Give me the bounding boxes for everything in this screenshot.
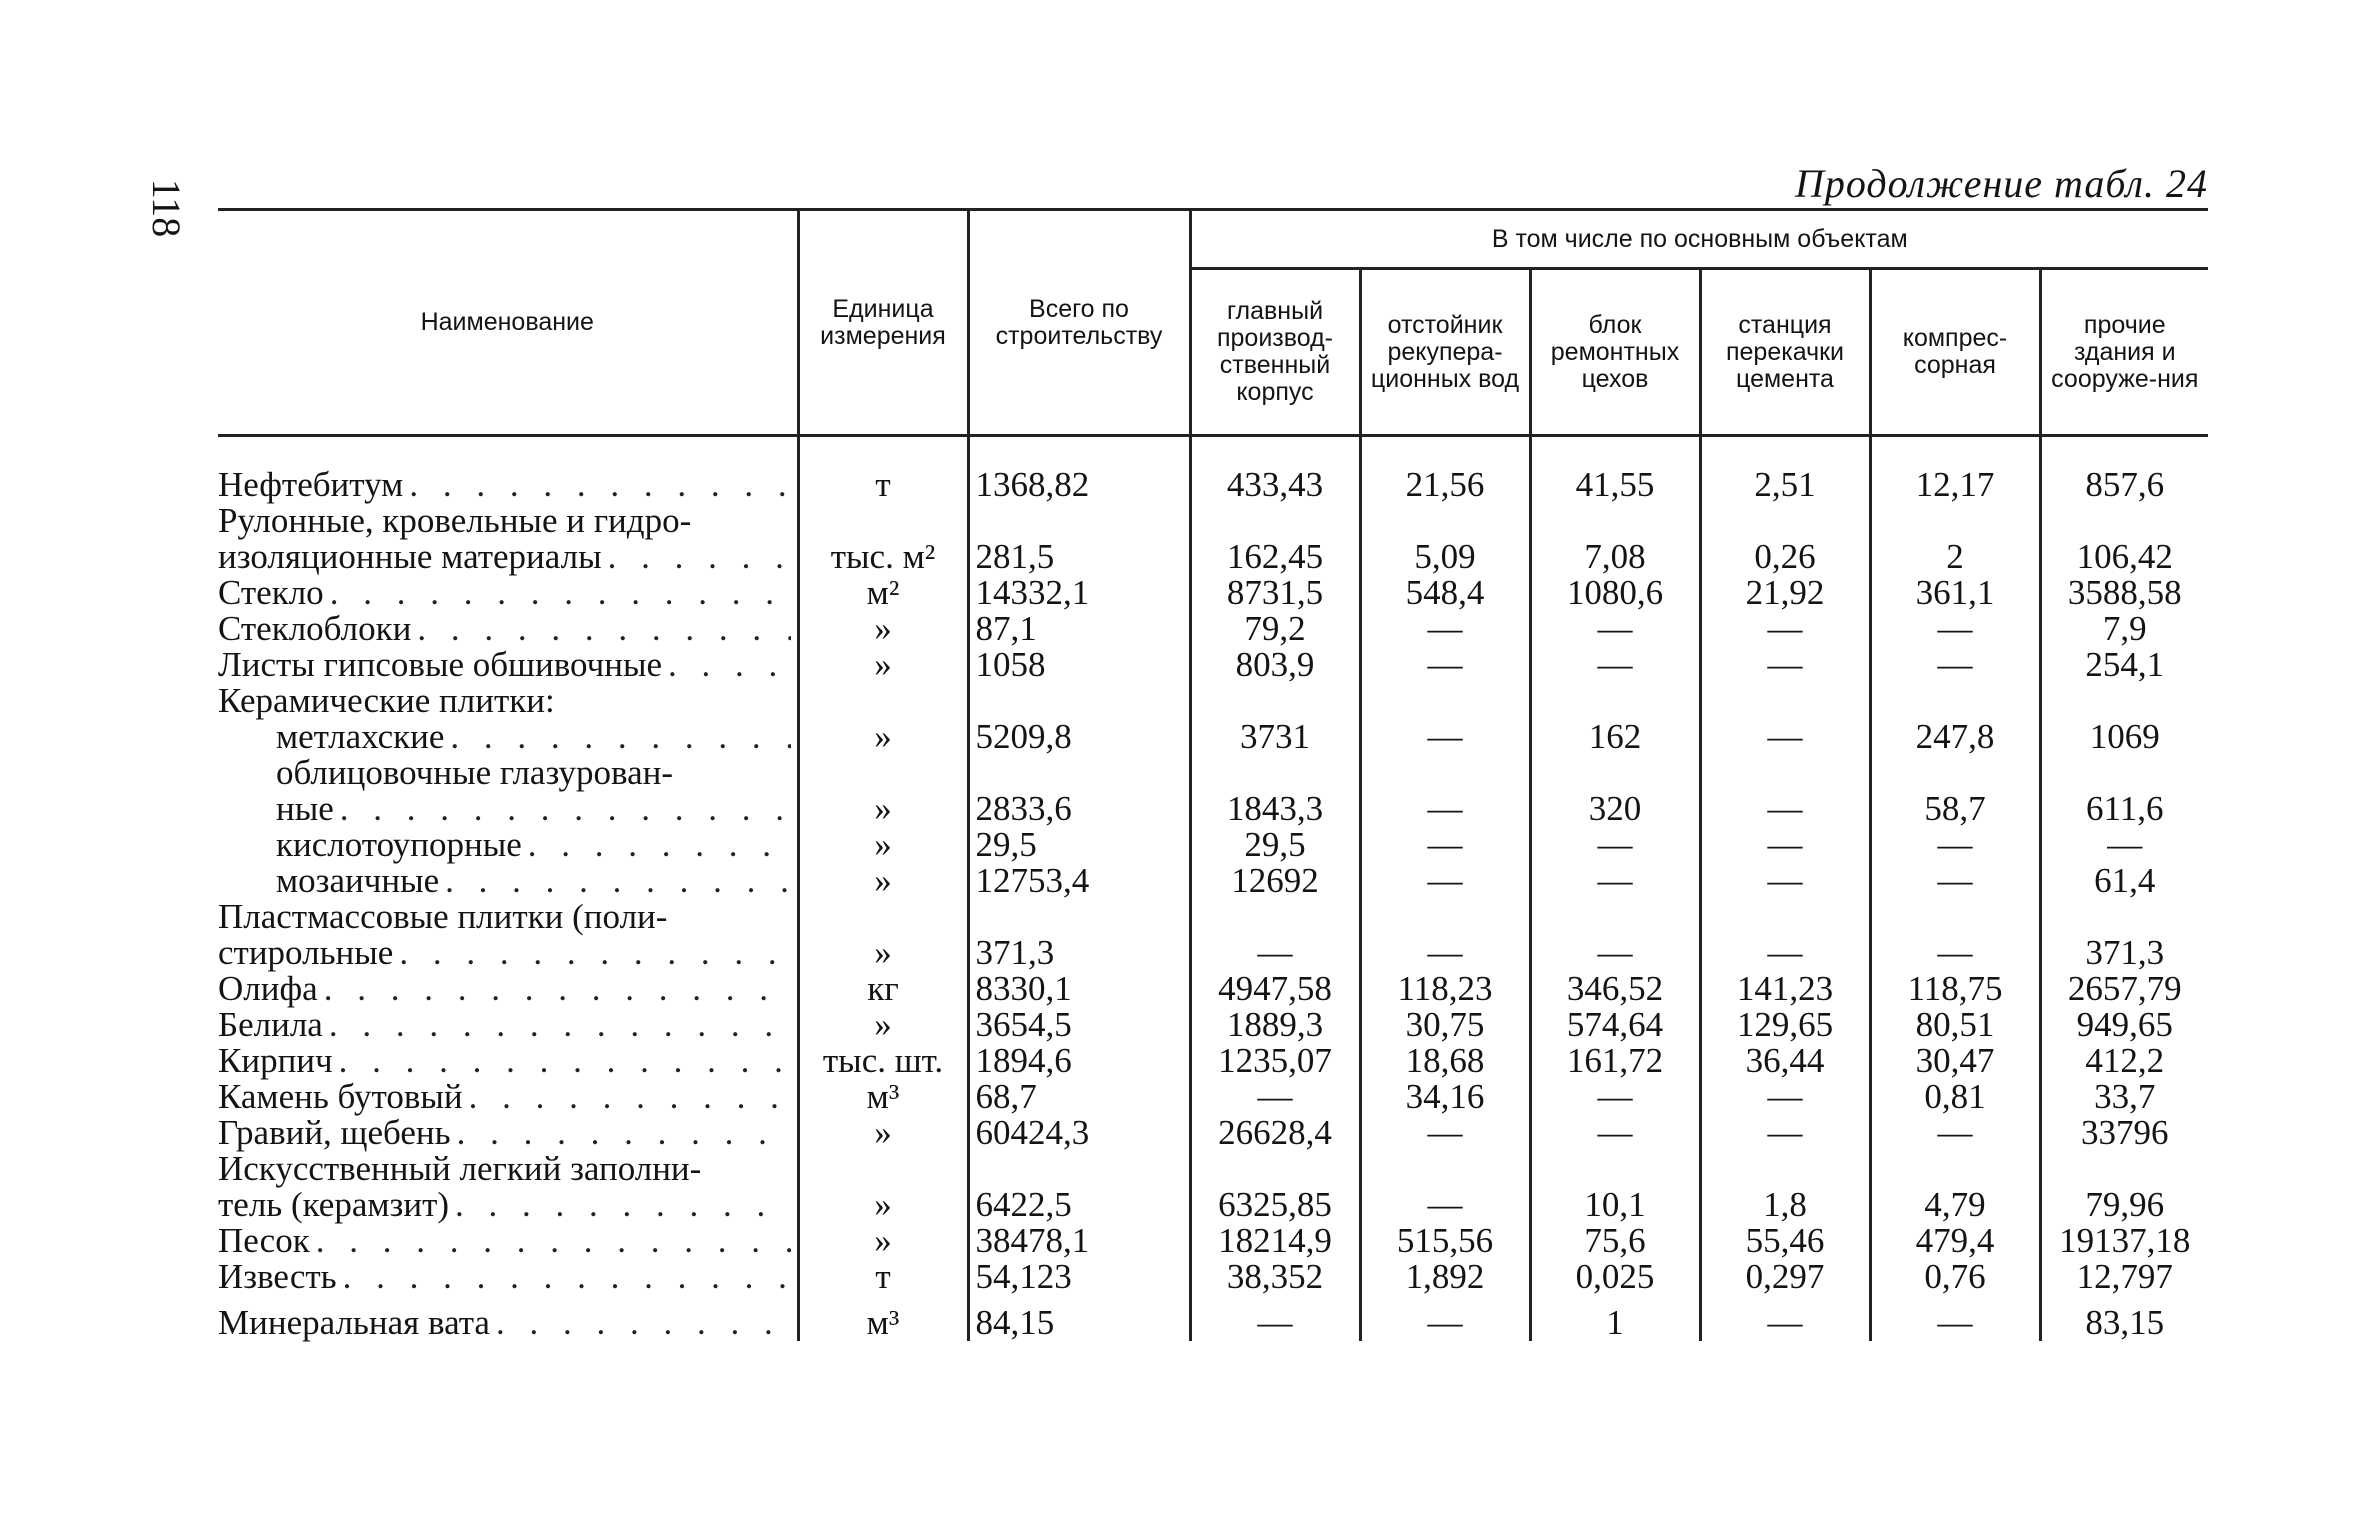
value-cell: 8731,5 <box>1190 575 1360 611</box>
value-cell: 4947,58 <box>1190 971 1360 1007</box>
header-sub-other: прочие здания и сооруже-ния <box>2040 269 2208 436</box>
table-header <box>218 210 2208 436</box>
value-cell: 26628,4 <box>1190 1115 1360 1151</box>
leader-dots <box>324 971 791 1007</box>
total-cell: 84,15 <box>968 1295 1190 1341</box>
material-name: Минеральная вата <box>218 1303 490 1342</box>
value-cell: — <box>1530 1115 1700 1151</box>
value-cell: 254,1 <box>2040 647 2208 683</box>
leader-dots <box>329 1007 791 1043</box>
value-cell: — <box>1360 827 1530 863</box>
row-name-cell <box>218 1151 798 1187</box>
value-cell: 361,1 <box>1870 575 2040 611</box>
value-cell: 574,64 <box>1530 1007 1700 1043</box>
value-cell <box>1190 899 1360 935</box>
unit-cell: м³ <box>798 1079 968 1115</box>
total-cell: 8330,1 <box>968 971 1190 1007</box>
total-cell: 54,123 <box>968 1259 1190 1295</box>
material-name: Искусственный легкий заполни- <box>218 1149 702 1188</box>
value-cell: — <box>1870 1295 2040 1341</box>
total-cell: 371,3 <box>968 935 1190 971</box>
material-name: Кирпич <box>218 1041 333 1080</box>
table-row <box>218 467 2208 503</box>
value-cell <box>1530 755 1700 791</box>
row-name-cell <box>218 1187 798 1223</box>
table-row <box>218 539 2208 575</box>
value-cell: — <box>1700 1079 1870 1115</box>
material-name: ные <box>276 789 334 828</box>
table-row <box>218 683 2208 719</box>
table-row <box>218 971 2208 1007</box>
unit-cell: тыс. шт. <box>798 1043 968 1079</box>
value-cell: — <box>1700 1295 1870 1341</box>
leader-dots <box>455 1187 790 1223</box>
table-row <box>218 1115 2208 1151</box>
unit-cell: » <box>798 1187 968 1223</box>
value-cell: 0,025 <box>1530 1259 1700 1295</box>
materials-table <box>218 208 2208 1341</box>
value-cell <box>1190 755 1360 791</box>
value-cell: 29,5 <box>1190 827 1360 863</box>
material-name: Песок <box>218 1221 310 1260</box>
material-name: Белила <box>218 1005 323 1044</box>
unit-cell: » <box>798 1223 968 1259</box>
value-cell <box>1530 899 1700 935</box>
material-name: Стекло <box>218 573 324 612</box>
value-cell: — <box>1190 935 1360 971</box>
total-cell <box>968 683 1190 719</box>
leader-dots <box>450 719 790 755</box>
unit-cell: т <box>798 1259 968 1295</box>
value-cell: 320 <box>1530 791 1700 827</box>
leader-dots <box>496 1305 791 1341</box>
total-cell: 12753,4 <box>968 863 1190 899</box>
leader-dots <box>668 647 791 683</box>
value-cell: 7,9 <box>2040 611 2208 647</box>
table-row <box>218 1151 2208 1187</box>
total-cell: 29,5 <box>968 827 1190 863</box>
value-cell: 118,23 <box>1360 971 1530 1007</box>
table-row <box>218 755 2208 791</box>
value-cell: 0,76 <box>1870 1259 2040 1295</box>
total-cell <box>968 503 1190 539</box>
value-cell: 1,892 <box>1360 1259 1530 1295</box>
total-cell <box>968 755 1190 791</box>
value-cell: — <box>1190 1295 1360 1341</box>
value-cell: — <box>1870 935 2040 971</box>
material-name: Гравий, щебень <box>218 1113 451 1152</box>
value-cell <box>1530 1151 1700 1187</box>
leader-dots <box>340 791 791 827</box>
total-cell: 68,7 <box>968 1079 1190 1115</box>
row-name-cell <box>218 503 798 539</box>
material-name: изоляционные материалы <box>218 537 602 576</box>
row-name-cell <box>218 899 798 935</box>
value-cell: 162 <box>1530 719 1700 755</box>
leader-dots <box>608 539 791 575</box>
material-name: Олифа <box>218 969 318 1008</box>
value-cell: 36,44 <box>1700 1043 1870 1079</box>
value-cell <box>1870 1151 2040 1187</box>
unit-cell <box>798 1151 968 1187</box>
value-cell: 21,92 <box>1700 575 1870 611</box>
table-row <box>218 827 2208 863</box>
value-cell <box>1190 1151 1360 1187</box>
value-cell: 18,68 <box>1360 1043 1530 1079</box>
unit-cell: » <box>798 647 968 683</box>
value-cell: — <box>1700 1115 1870 1151</box>
value-cell: 106,42 <box>2040 539 2208 575</box>
value-cell: 0,81 <box>1870 1079 2040 1115</box>
row-name-cell <box>218 1259 798 1295</box>
total-cell: 5209,8 <box>968 719 1190 755</box>
value-cell: — <box>1700 863 1870 899</box>
leader-dots <box>343 1259 791 1295</box>
value-cell: — <box>2040 827 2208 863</box>
table-row <box>218 1043 2208 1079</box>
value-cell: — <box>1360 935 1530 971</box>
row-name-cell <box>218 611 798 647</box>
table-body <box>218 436 2208 1342</box>
value-cell: 61,4 <box>2040 863 2208 899</box>
unit-cell <box>798 683 968 719</box>
total-cell <box>968 899 1190 935</box>
value-cell <box>1700 683 1870 719</box>
leader-dots <box>417 611 790 647</box>
value-cell: — <box>1530 1079 1700 1115</box>
value-cell: 12692 <box>1190 863 1360 899</box>
value-cell <box>1530 683 1700 719</box>
leader-dots <box>457 1115 791 1151</box>
material-name: кислотоупорные <box>276 825 522 864</box>
value-cell: — <box>1360 719 1530 755</box>
value-cell: 55,46 <box>1700 1223 1870 1259</box>
value-cell: 515,56 <box>1360 1223 1530 1259</box>
total-cell: 1058 <box>968 647 1190 683</box>
value-cell: 162,45 <box>1190 539 1360 575</box>
value-cell: — <box>1360 1115 1530 1151</box>
unit-cell: » <box>798 935 968 971</box>
value-cell: 548,4 <box>1360 575 1530 611</box>
value-cell <box>2040 899 2208 935</box>
table-row <box>218 791 2208 827</box>
value-cell <box>1870 755 2040 791</box>
header-sub-compressor: компрес-сорная <box>1870 269 2040 436</box>
row-name-cell <box>218 719 798 755</box>
value-cell: — <box>1530 827 1700 863</box>
unit-cell: кг <box>798 971 968 1007</box>
value-cell: 611,6 <box>2040 791 2208 827</box>
value-cell: 371,3 <box>2040 935 2208 971</box>
value-cell: — <box>1700 719 1870 755</box>
value-cell <box>1700 503 1870 539</box>
material-name: Нефтебитум <box>218 465 404 504</box>
row-name-cell <box>218 1223 798 1259</box>
row-name-cell <box>218 647 798 683</box>
value-cell: 34,16 <box>1360 1079 1530 1115</box>
value-cell <box>2040 1151 2208 1187</box>
value-cell: — <box>1530 863 1700 899</box>
header-group: В том числе по основным объектам <box>1190 210 2208 269</box>
header-sub-repair-block: блок ремонтных цехов <box>1530 269 1700 436</box>
value-cell <box>1870 683 2040 719</box>
value-cell <box>1360 899 1530 935</box>
row-name-cell <box>218 935 798 971</box>
value-cell <box>1870 503 2040 539</box>
value-cell: 141,23 <box>1700 971 1870 1007</box>
value-cell: 41,55 <box>1530 467 1700 503</box>
leader-dots <box>528 827 791 863</box>
leader-dots <box>316 1223 791 1259</box>
material-name: Камень бутовый <box>218 1077 463 1116</box>
leader-dots <box>399 935 790 971</box>
value-cell: — <box>1360 611 1530 647</box>
row-name-cell <box>218 575 798 611</box>
row-name-cell <box>218 971 798 1007</box>
value-cell <box>1190 683 1360 719</box>
value-cell: — <box>1190 1079 1360 1115</box>
table-row <box>218 935 2208 971</box>
material-name: тель (керамзит) <box>218 1185 450 1224</box>
unit-cell: м² <box>798 575 968 611</box>
row-name-cell <box>218 1007 798 1043</box>
total-cell: 14332,1 <box>968 575 1190 611</box>
row-name-cell <box>218 539 798 575</box>
value-cell: — <box>1700 647 1870 683</box>
table-row <box>218 719 2208 755</box>
material-name: Пластмассовые плитки (поли- <box>218 897 668 936</box>
row-name-cell <box>218 683 798 719</box>
row-name-cell <box>218 755 798 791</box>
material-name: облицовочные глазурован- <box>276 753 674 792</box>
table-row <box>218 1223 2208 1259</box>
total-cell <box>968 1151 1190 1187</box>
value-cell: 118,75 <box>1870 971 2040 1007</box>
unit-cell: » <box>798 1115 968 1151</box>
table-spacer-row <box>218 436 2208 468</box>
value-cell: — <box>1360 1187 1530 1223</box>
value-cell: 4,79 <box>1870 1187 2040 1223</box>
value-cell: 30,47 <box>1870 1043 2040 1079</box>
value-cell <box>1360 755 1530 791</box>
value-cell: 21,56 <box>1360 467 1530 503</box>
unit-cell: » <box>798 863 968 899</box>
value-cell: — <box>1700 611 1870 647</box>
material-name: Керамические плитки: <box>218 681 555 720</box>
value-cell <box>2040 503 2208 539</box>
value-cell: 79,96 <box>2040 1187 2208 1223</box>
table-row <box>218 899 2208 935</box>
leader-dots <box>339 1043 791 1079</box>
value-cell: 83,15 <box>2040 1295 2208 1341</box>
header-unit: Единица измерения <box>798 210 968 436</box>
row-name-cell <box>218 791 798 827</box>
value-cell: 1069 <box>2040 719 2208 755</box>
value-cell: — <box>1530 647 1700 683</box>
table-row <box>218 863 2208 899</box>
value-cell: 75,6 <box>1530 1223 1700 1259</box>
value-cell <box>2040 683 2208 719</box>
value-cell: 129,65 <box>1700 1007 1870 1043</box>
value-cell: — <box>1700 791 1870 827</box>
value-cell: 3731 <box>1190 719 1360 755</box>
header-sub-pumping-station: станция перекачки цемента <box>1700 269 1870 436</box>
unit-cell: » <box>798 611 968 647</box>
table-row <box>218 1079 2208 1115</box>
value-cell: 7,08 <box>1530 539 1700 575</box>
value-cell: 433,43 <box>1190 467 1360 503</box>
value-cell: — <box>1700 827 1870 863</box>
row-name-cell <box>218 1115 798 1151</box>
value-cell: 1235,07 <box>1190 1043 1360 1079</box>
value-cell: — <box>1360 647 1530 683</box>
value-cell: 38,352 <box>1190 1259 1360 1295</box>
value-cell: 949,65 <box>2040 1007 2208 1043</box>
value-cell <box>1190 503 1360 539</box>
value-cell: 58,7 <box>1870 791 2040 827</box>
value-cell <box>1360 503 1530 539</box>
value-cell <box>1700 1151 1870 1187</box>
value-cell: 161,72 <box>1530 1043 1700 1079</box>
value-cell: 0,297 <box>1700 1259 1870 1295</box>
value-cell: 5,09 <box>1360 539 1530 575</box>
total-cell: 281,5 <box>968 539 1190 575</box>
row-name-cell <box>218 467 798 503</box>
value-cell: — <box>1360 863 1530 899</box>
total-cell: 87,1 <box>968 611 1190 647</box>
value-cell: — <box>1870 1115 2040 1151</box>
value-cell: 2657,79 <box>2040 971 2208 1007</box>
value-cell: 33,7 <box>2040 1079 2208 1115</box>
table-row <box>218 1007 2208 1043</box>
value-cell: 33796 <box>2040 1115 2208 1151</box>
material-name: Листы гипсовые обшивочные <box>218 645 662 684</box>
value-cell: — <box>1360 1295 1530 1341</box>
value-cell: — <box>1700 935 1870 971</box>
unit-cell: » <box>798 1007 968 1043</box>
table-row <box>218 1259 2208 1295</box>
value-cell: — <box>1530 935 1700 971</box>
unit-cell: тыс. м² <box>798 539 968 575</box>
table-row <box>218 611 2208 647</box>
value-cell: — <box>1870 863 2040 899</box>
leader-dots <box>469 1079 791 1115</box>
value-cell: 79,2 <box>1190 611 1360 647</box>
leader-dots <box>445 863 790 899</box>
unit-cell: т <box>798 467 968 503</box>
value-cell <box>1870 899 2040 935</box>
value-cell: — <box>1870 611 2040 647</box>
value-cell: 18214,9 <box>1190 1223 1360 1259</box>
value-cell <box>1360 683 1530 719</box>
unit-cell: » <box>798 827 968 863</box>
total-cell: 3654,5 <box>968 1007 1190 1043</box>
value-cell: 3588,58 <box>2040 575 2208 611</box>
material-name: Стеклоблоки <box>218 609 412 648</box>
unit-cell: м³ <box>798 1295 968 1341</box>
value-cell: — <box>1530 611 1700 647</box>
table-row <box>218 1187 2208 1223</box>
value-cell: 857,6 <box>2040 467 2208 503</box>
row-name-cell <box>218 827 798 863</box>
material-name: Рулонные, кровельные и гидро- <box>218 501 692 540</box>
value-cell: — <box>1870 827 2040 863</box>
value-cell <box>1700 899 1870 935</box>
total-cell: 1894,6 <box>968 1043 1190 1079</box>
header-name: Наименование <box>218 210 798 436</box>
value-cell: 80,51 <box>1870 1007 2040 1043</box>
value-cell: 247,8 <box>1870 719 2040 755</box>
material-name: мозаичные <box>276 861 440 900</box>
value-cell: — <box>1870 647 2040 683</box>
table-row <box>218 503 2208 539</box>
row-name-cell <box>218 1079 798 1115</box>
value-cell: 1 <box>1530 1295 1700 1341</box>
value-cell: 2,51 <box>1700 467 1870 503</box>
leader-dots <box>330 575 791 611</box>
value-cell: 12,17 <box>1870 467 2040 503</box>
value-cell <box>1530 503 1700 539</box>
unit-cell <box>798 899 968 935</box>
value-cell: 346,52 <box>1530 971 1700 1007</box>
row-name-cell <box>218 1043 798 1079</box>
header-total: Всего по строительству <box>968 210 1190 436</box>
value-cell: 6325,85 <box>1190 1187 1360 1223</box>
row-name-cell <box>218 863 798 899</box>
page-number: 118 <box>144 178 189 238</box>
header-sub-settler: отстойник рекупера-ционных вод <box>1360 269 1530 436</box>
unit-cell: » <box>798 719 968 755</box>
value-cell: 1889,3 <box>1190 1007 1360 1043</box>
value-cell <box>2040 755 2208 791</box>
total-cell: 38478,1 <box>968 1223 1190 1259</box>
material-name: стирольные <box>218 933 394 972</box>
total-cell: 2833,6 <box>968 791 1190 827</box>
value-cell: 1,8 <box>1700 1187 1870 1223</box>
table-row <box>218 575 2208 611</box>
row-name-cell <box>218 1295 798 1341</box>
leader-dots <box>409 467 790 503</box>
value-cell: 19137,18 <box>2040 1223 2208 1259</box>
value-cell: 30,75 <box>1360 1007 1530 1043</box>
value-cell: 412,2 <box>2040 1043 2208 1079</box>
value-cell: 2 <box>1870 539 2040 575</box>
material-name: Известь <box>218 1257 337 1296</box>
value-cell: 1843,3 <box>1190 791 1360 827</box>
value-cell: 0,26 <box>1700 539 1870 575</box>
value-cell: 10,1 <box>1530 1187 1700 1223</box>
table-row <box>218 1295 2208 1341</box>
total-cell: 60424,3 <box>968 1115 1190 1151</box>
value-cell: 1080,6 <box>1530 575 1700 611</box>
table-row <box>218 647 2208 683</box>
value-cell: 803,9 <box>1190 647 1360 683</box>
value-cell: — <box>1360 791 1530 827</box>
unit-cell <box>798 755 968 791</box>
value-cell <box>1360 1151 1530 1187</box>
material-name: метлахские <box>276 717 445 756</box>
total-cell: 6422,5 <box>968 1187 1190 1223</box>
table-continuation-caption: Продолжение табл. 24 <box>1794 161 2208 206</box>
header-sub-main-building: главный производ-ственный корпус <box>1190 269 1360 436</box>
unit-cell: » <box>798 791 968 827</box>
value-cell: 479,4 <box>1870 1223 2040 1259</box>
value-cell: 12,797 <box>2040 1259 2208 1295</box>
total-cell: 1368,82 <box>968 467 1190 503</box>
value-cell <box>1700 755 1870 791</box>
unit-cell <box>798 503 968 539</box>
